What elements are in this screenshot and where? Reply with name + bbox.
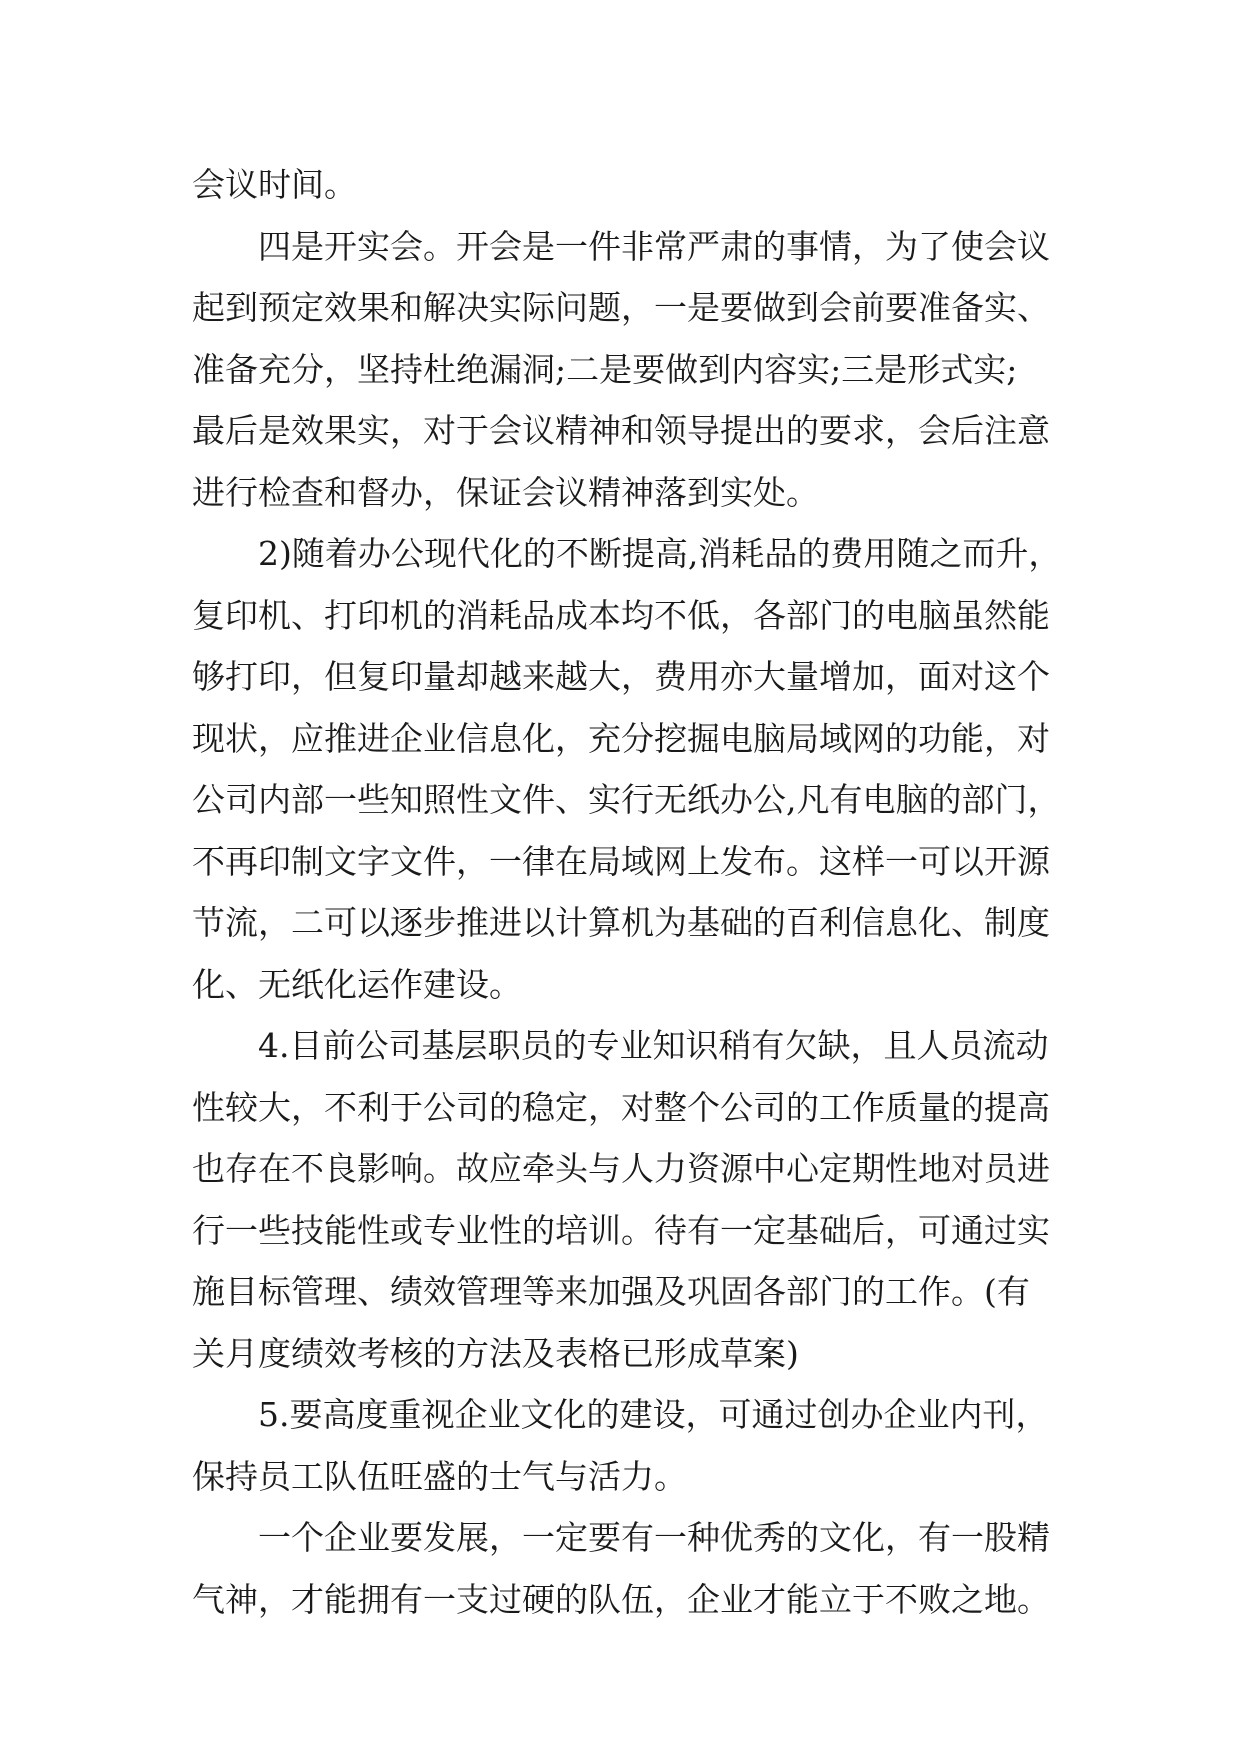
text-line: 4.目前公司基层职员的专业知识稍有欠缺，且人员流动 (258, 1026, 1049, 1065)
text-line: 行一些技能性或专业性的培训。待有一定基础后，可通过实 (192, 1210, 1050, 1250)
body-text (192, 154, 1072, 1630)
text-line: 也存在不良影响。故应牵头与人力资源中心定期性地对员进 (192, 1149, 1050, 1188)
text-line: 关月度绩效考核的方法及表格已形成草案) (192, 1333, 799, 1373)
text-line: 保持员工队伍旺盛的士气与活力。 (192, 1456, 687, 1496)
text-line: 起到预定效果和解决实际问题，一是要做到会前要准备实、 (192, 288, 1050, 327)
text-line: 进行检查和督办，保证会议精神落到实处。 (192, 472, 819, 512)
text-line: 化、无纸化运作建设。 (192, 964, 522, 1004)
text-line: 最后是效果实，对于会议精神和领导提出的要求，会后注意 (192, 411, 1050, 450)
text-line: 不再印制文字文件，一律在局域网上发布。这样一可以开源 (192, 841, 1050, 881)
text-line: 会议时间。 (192, 165, 357, 204)
text-line: 现状，应推进企业信息化，充分挖掘电脑局域网的功能，对 (192, 718, 1050, 758)
text-line: 四是开实会。开会是一件非常严肃的事情，为了使会议 (258, 226, 1050, 266)
text-line: 公司内部一些知照性文件、实行无纸办公,凡有电脑的部门， (192, 780, 1061, 819)
text-line: 复印机、打印机的消耗品成本均不低，各部门的电脑虽然能 (192, 595, 1050, 635)
text-line: 一个企业要发展，一定要有一种优秀的文化，有一股精 (258, 1518, 1050, 1557)
text-line: 2)随着办公现代化的不断提高,消耗品的费用随之而升， (258, 534, 1062, 573)
text-line: 节流，二可以逐步推进以计算机为基础的百利信息化、制度 (192, 903, 1050, 942)
text-line: 气神，才能拥有一支过硬的队伍，企业才能立于不败之地。 (192, 1579, 1050, 1619)
text-line: 准备充分，坚持杜绝漏洞;二是要做到内容实;三是形式实; (192, 349, 1018, 389)
text-line: 性较大，不利于公司的稳定，对整个公司的工作质量的提高 (192, 1087, 1050, 1127)
text-line: 施目标管理、绩效管理等来加强及巩固各部门的工作。(有 (192, 1272, 1030, 1311)
text-line: 够打印，但复印量却越来越大，费用亦大量增加，面对这个 (192, 657, 1050, 696)
text-line: 5.要高度重视企业文化的建设，可通过创办企业内刊， (258, 1395, 1049, 1434)
